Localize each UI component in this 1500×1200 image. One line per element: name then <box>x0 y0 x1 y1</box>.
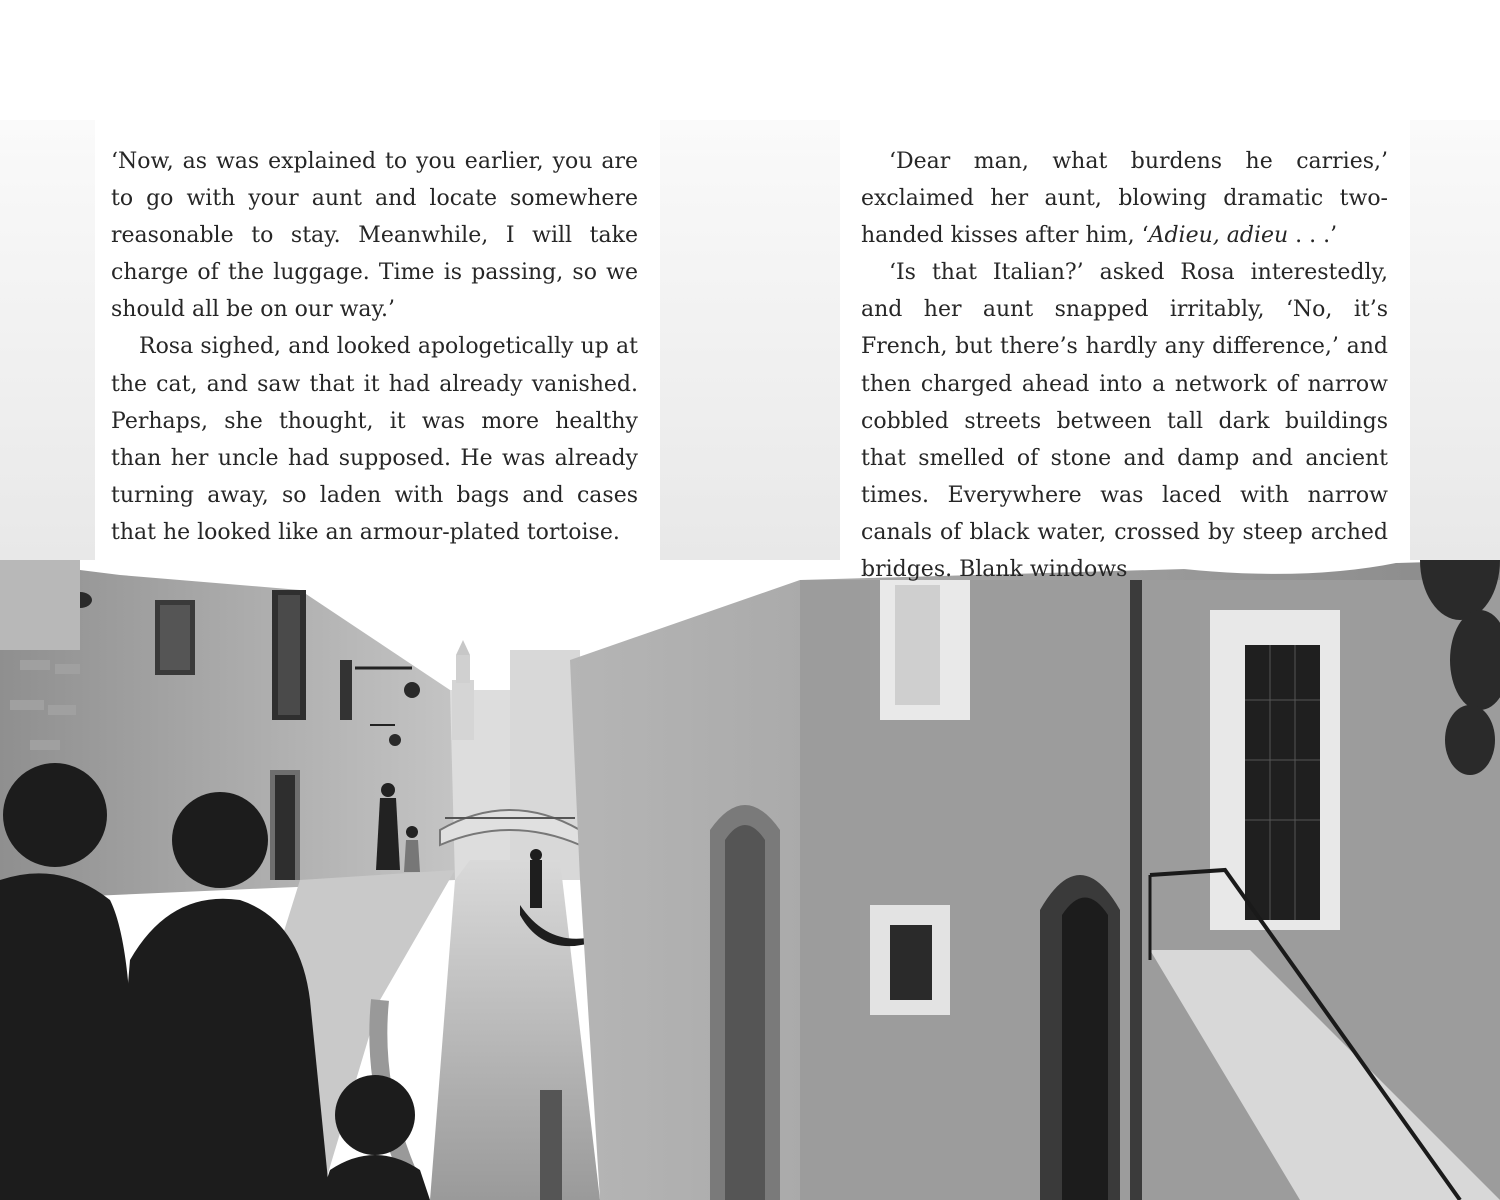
right-paragraph-1-end: . . .’ <box>1288 223 1338 249</box>
right-page-text <box>861 143 1388 588</box>
right-paragraph-2: ‘Is that Italian?’ asked Rosa interestedly, and her aunt snapped irritably, ‘No, it’s French, but there’s hardly any difference,’ and then charged ahead into a network of narrow cobbled streets between tall dark buildings that smelled of stone and damp and ancient times. Everywhere was laced with narrow canals of black water, crossed by steep arched bridges. Blank windows <box>861 260 1388 583</box>
right-paragraph-1 <box>861 143 1388 254</box>
left-page-text <box>111 143 638 551</box>
mooring-post <box>540 1090 562 1200</box>
distant-buildings <box>450 640 580 880</box>
left-paragraph-2: Rosa sighed, and looked apologetically up at the cat, and saw that it had already vanished. Perhaps, she thought, it was more healthy than her uncle had supposed. He was already turning away, so laden with bags and cases that he looked like an armour-plated tortoise. <box>111 334 638 545</box>
awning <box>0 560 80 650</box>
canal-water <box>430 860 600 1200</box>
right-paragraph-1-italic: Adieu, adieu <box>1148 223 1289 249</box>
left-paragraph-1: ‘Now, as was explained to you earlier, you are to go with your aunt and locate somewhere reasonable to stay. Meanwhile, I will take charge of the luggage. Time is passing, so we should all be on our way.’ <box>111 149 638 323</box>
right-paragraph-1-start: ‘Dear man, what burdens he carries,’ exclaimed her aunt, blowing dramatic two-handed kisses after him, ‘ <box>861 149 1388 249</box>
